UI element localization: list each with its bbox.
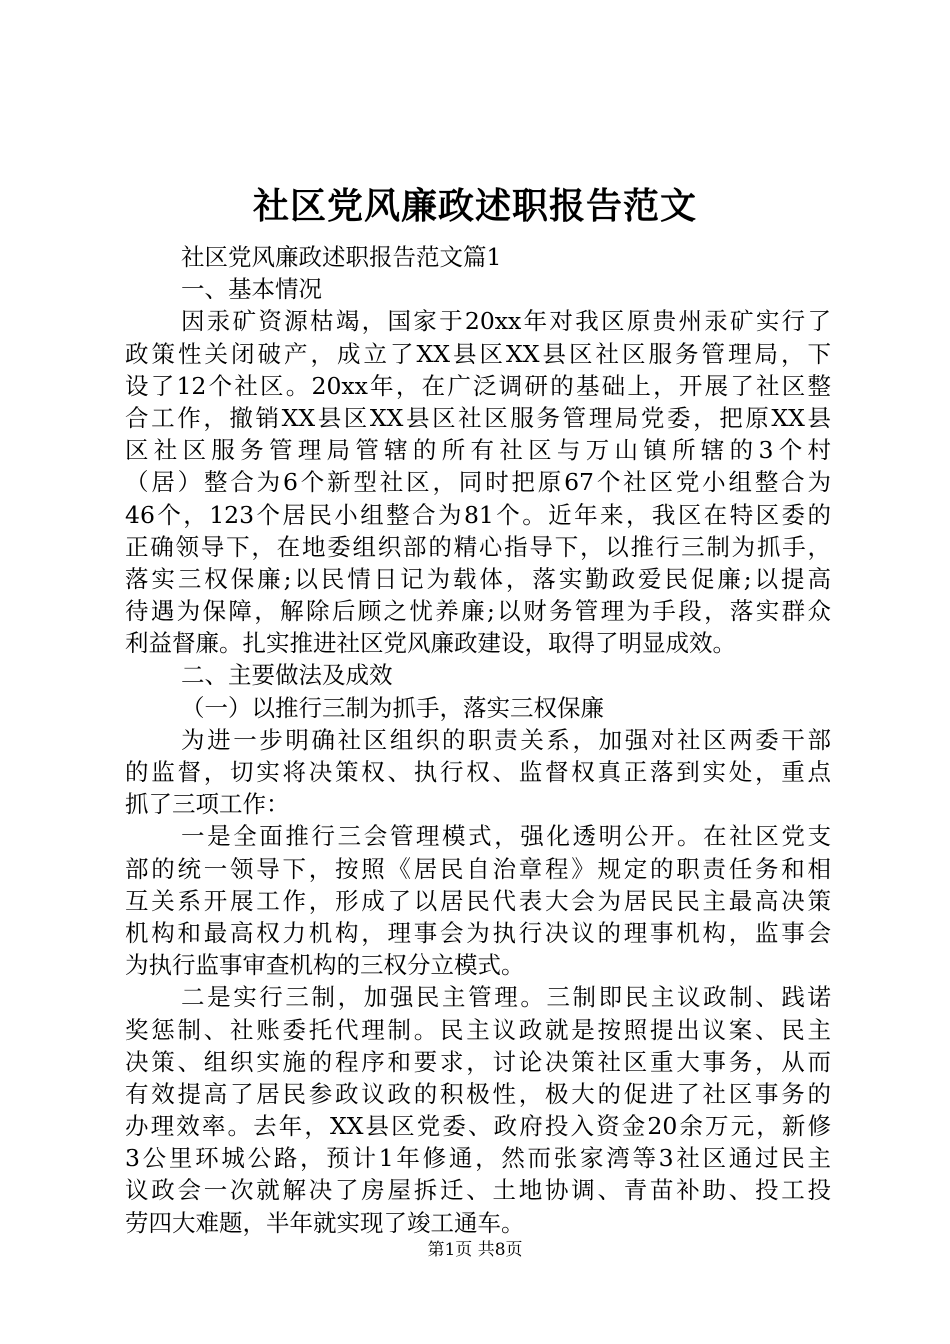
page-footer: 第1页 共8页 (427, 1240, 523, 1260)
text-line: 区社区服务管理局管辖的所有社区与万山镇所辖的3个村 (125, 436, 831, 465)
document-body (125, 241, 831, 1239)
text-line: 利益督廉。扎实推进社区党风廉政建设，取得了明显成效。 (125, 629, 736, 658)
text-line: 社区党风廉政述职报告范文篇1 (181, 243, 502, 271)
text-line: 3公里环城公路，预计1年修通，然而张家湾等3社区通过民主 (125, 1144, 831, 1173)
document-title: 社区党风廉政述职报告范文 (252, 185, 697, 227)
text-line: （一）以推行三制为抓手，落实三权保廉 (181, 693, 604, 722)
text-line: 互关系开展工作，形成了以居民代表大会为居民民主最高决策 (125, 886, 831, 915)
text-line: 设了12个社区。20xx年，在广泛调研的基础上，开展了社区整 (125, 371, 831, 400)
text-line: 待遇为保障，解除后顾之忧养廉;以财务管理为手段，落实群众 (125, 597, 831, 626)
text-line: 议政会一次就解决了房屋拆迁、土地协调、青苗补助、投工投 (125, 1176, 831, 1205)
text-line: 为执行监事审查机构的三权分立模式。 (125, 951, 525, 980)
text-line: 奖惩制、社账委托代理制。民主议政就是按照提出议案、民主 (125, 1015, 831, 1044)
text-line: 机构和最高权力机构，理事会为执行决议的理事机构，监事会 (125, 918, 831, 947)
text-line: （居）整合为6个新型社区，同时把原67个社区党小组整合为 (125, 468, 831, 497)
text-line: 决策、组织实施的程序和要求，讨论决策社区重大事务，从而 (125, 1047, 831, 1076)
text-line: 因汞矿资源枯竭，国家于20xx年对我区原贵州汞矿实行了 (181, 307, 831, 336)
text-line: 的监督，切实将决策权、执行权、监督权真正落到实处，重点 (125, 758, 831, 786)
text-line: 一是全面推行三会管理模式，强化透明公开。在社区党支 (181, 822, 831, 851)
text-line: 合工作，撤销XX县区XX县区社区服务管理局党委，把原XX县 (125, 403, 831, 432)
text-line: 抓了三项工作： (125, 790, 290, 819)
text-line: 落实三权保廉;以民情日记为载体，落实勤政爱民促廉;以提高 (125, 564, 831, 593)
text-line: 为进一步明确社区组织的职责关系，加强对社区两委干部 (181, 725, 831, 754)
text-line: 部的统一领导下，按照《居民自治章程》规定的职责任务和相 (125, 854, 831, 883)
text-line: 有效提高了居民参政议政的积极性，极大的促进了社区事务的 (125, 1079, 831, 1108)
text-line: 二是实行三制，加强民主管理。三制即民主议政制、践诺 (181, 983, 831, 1012)
text-line: 一、基本情况 (181, 275, 322, 304)
text-line: 政策性关闭破产，成立了XX县区XX县区社区服务管理局，下 (125, 339, 831, 368)
text-line: 二、主要做法及成效 (181, 661, 393, 690)
text-line: 46个，123个居民小组整合为81个。近年来，我区在特区委的 (125, 500, 831, 529)
text-line: 办理效率。去年，XX县区党委、政府投入资金20余万元，新修 (125, 1112, 831, 1141)
text-line: 劳四大难题，半年就实现了竣工通车。 (125, 1208, 525, 1237)
text-line: 正确领导下，在地委组织部的精心指导下，以推行三制为抓手， (125, 532, 831, 561)
